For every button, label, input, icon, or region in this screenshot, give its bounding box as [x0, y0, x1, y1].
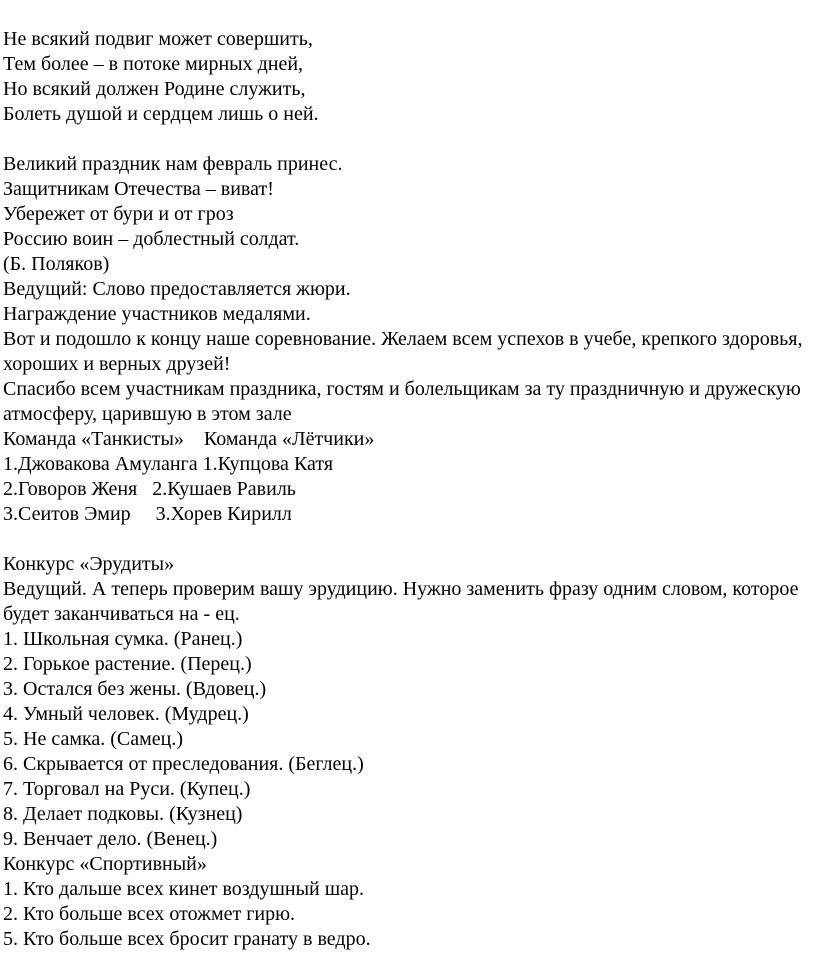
poem-line: Великий праздник нам февраль принес. [3, 153, 343, 175]
list-item: 6. Скрывается от преследования. (Беглец.) [3, 753, 364, 775]
sport-title: Конкурс «Спортивный» [3, 853, 207, 875]
list-item: 8. Делает подковы. (Кузнец) [3, 803, 243, 825]
list-item: 5. Кто больше всех бросит гранату в ведро. [3, 928, 371, 950]
poem-author: (Б. Поляков) [3, 253, 110, 275]
list-item: 7. Торговал на Руси. (Купец.) [3, 778, 251, 800]
host-jury-line: Ведущий: Слово предоставляется жюри. [3, 278, 351, 300]
list-item: 3. Остался без жены. (Вдовец.) [3, 678, 267, 700]
teams-list [3, 427, 816, 527]
team-row: 1.Джовакова Амуланга 1.Купцова Катя [3, 453, 334, 475]
teams-header: Команда «Танкисты» Команда «Лётчики» [3, 428, 375, 450]
thanks-paragraph: Спасибо всем участникам праздника, гостям и болельщикам за ту праздничную и дружескую атмосферу, царившую в этом зале [3, 378, 801, 425]
list-item: 5. Не самка. (Самец.) [3, 728, 184, 750]
closing-paragraph: Вот и подошло к концу наше соревнование. Желаем всем успехов в учебе, крепкого здоровья, хороших и верных друзей! [3, 328, 803, 375]
list-item: 9. Венчает дело. (Венец.) [3, 828, 218, 850]
team-row: 3.Сеитов Эмир 3.Хорев Кирилл [3, 503, 292, 525]
erudite-intro: Ведущий. А теперь проверим вашу эрудицию. Нужно заменить фразу одним словом, которое будет заканчиваться на - ец. [3, 578, 799, 625]
team-row: 2.Говоров Женя 2.Кушаев Равиль [3, 478, 296, 500]
poem-line: Болеть душой и сердцем лишь о ней. [3, 103, 319, 125]
list-item: 1. Кто дальше всех кинет воздушный шар. [3, 878, 365, 900]
list-item: 1. Школьная сумка. (Ранец.) [3, 628, 243, 650]
poem-line: Защитникам Отечества – виват! [3, 178, 274, 200]
poem-line: Тем более – в потоке мирных дней, [3, 53, 304, 75]
list-item: 2. Кто больше всех отожмет гирю. [3, 903, 296, 925]
poem-line: Россию воин – доблестный солдат. [3, 228, 300, 250]
poem-line: Но всякий должен Родине служить, [3, 78, 306, 100]
list-item: 2. Горькое растение. (Перец.) [3, 653, 252, 675]
awarding-line: Награждение участников медалями. [3, 303, 311, 325]
blank-line [3, 527, 816, 552]
list-item: 4. Умный человек. (Мудрец.) [3, 703, 249, 725]
poem-stanza-2 [3, 152, 816, 277]
poem-line: Убережет от бури и от гроз [3, 203, 234, 225]
sport-contest [3, 852, 816, 952]
blank-line [3, 127, 816, 152]
erudite-contest [3, 552, 816, 852]
erudite-title: Конкурс «Эрудиты» [3, 553, 175, 575]
poem-line: Не всякий подвиг может совершить, [3, 28, 313, 50]
poem-stanza-1 [3, 27, 816, 127]
